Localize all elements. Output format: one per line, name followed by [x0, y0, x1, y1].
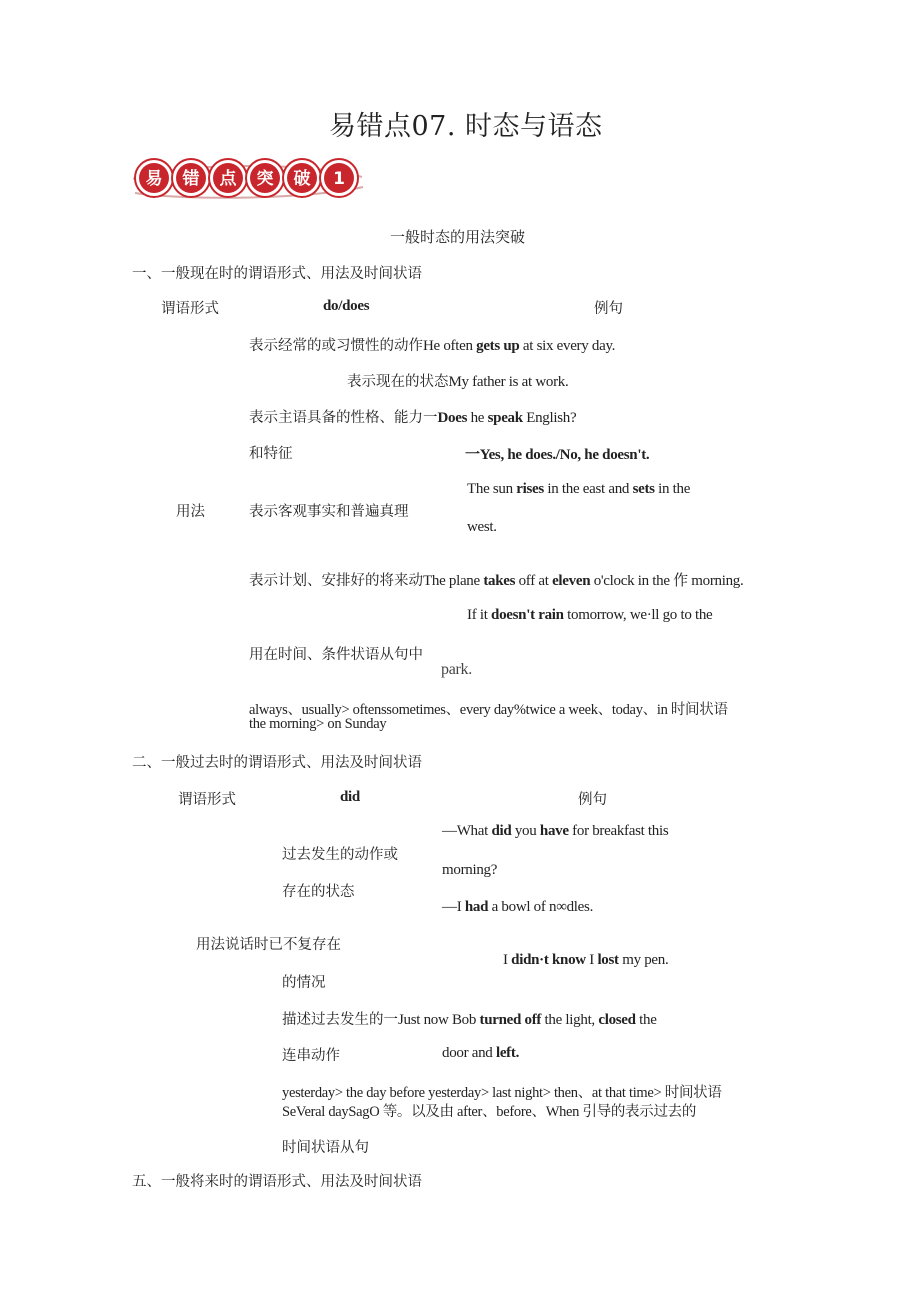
badge-char: 错 [182, 169, 200, 189]
example-text: I didn·t know I lost my pen. [503, 952, 669, 968]
badge-char: 破 [293, 169, 311, 189]
usage-label: 用法 [176, 504, 205, 520]
badge-char: 突 [256, 169, 274, 189]
example-text: door and left. [442, 1045, 520, 1061]
usage-text: 的情况 [282, 975, 326, 991]
usage-text: 用在时间、条件状语从句中 [249, 647, 423, 663]
usage-text: 和特征 [249, 446, 293, 462]
section-heading: 五、一般将来时的谓语形式、用法及时间状语 [132, 1174, 422, 1190]
example-text: 一Yes, he does./No, he doesn't. [465, 447, 650, 463]
usage-text: 连串动作 [282, 1048, 340, 1064]
column-header-form: 谓语形式 [178, 792, 236, 808]
column-header-example: 例句 [578, 792, 607, 808]
page-title: 易错点07. 时态与语态 [329, 111, 603, 142]
example-text: west. [467, 519, 497, 535]
example-text: —I had a bowl of n∞dles. [442, 899, 594, 915]
usage-row: 表示计划、安排好的将来动The plane takes off at eleven o'clock in the 作 morning. [249, 573, 744, 589]
usage-label: 用法说话时已不复存在 [196, 937, 341, 953]
time-adverbials: the morning> on Sunday [249, 716, 387, 732]
time-adverbials: 时间状语从句 [282, 1140, 369, 1156]
badge-char: 1 [333, 169, 345, 189]
section-heading: 二、一般过去时的谓语形式、用法及时间状语 [132, 755, 422, 771]
verb-form: did [340, 789, 360, 805]
usage-row: 描述过去发生的一Just now Bob turned off the light, closed the [282, 1012, 657, 1028]
badge-char: 点 [219, 169, 237, 189]
example-text: park. [441, 661, 472, 678]
section-subtitle: 一般时态的用法突破 [390, 228, 526, 246]
usage-text: 过去发生的动作或 [282, 847, 398, 863]
badge-char: 易 [145, 169, 163, 189]
error-point-badge [130, 153, 365, 203]
column-header-form: 谓语形式 [161, 301, 219, 317]
time-adverbials: always、usually> oftenssometimes、every day%twice a week、today、in 时间状语 [249, 702, 728, 718]
example-text: If it doesn't rain tomorrow, we·ll go to the [467, 607, 713, 623]
usage-row: 表示经常的或习惯性的动作He often gets up at six every day. [249, 338, 616, 354]
usage-text: 表示客观事实和普遍真理 [249, 504, 409, 520]
example-text: —What did you have for breakfast this [442, 823, 669, 839]
example-text: morning? [442, 862, 498, 878]
usage-row: 表示现在的状态My father is at work. [347, 374, 569, 390]
time-adverbials: yesterday> the day before yesterday> last night> then、at that time> 时间状语 [282, 1085, 722, 1101]
time-adverbials: SeVeral daySagO 等。以及由 after、before、When 引导的表示过去的 [282, 1104, 697, 1120]
usage-text: 存在的状态 [282, 884, 355, 900]
column-header-example: 例句 [594, 301, 623, 317]
usage-row: 表示主语具备的性格、能力一Does he speak English? [249, 410, 577, 426]
verb-form: do/does [323, 298, 370, 314]
section-heading: 一、一般现在时的谓语形式、用法及时间状语 [132, 266, 422, 282]
example-text: The sun rises in the east and sets in the [467, 481, 691, 497]
